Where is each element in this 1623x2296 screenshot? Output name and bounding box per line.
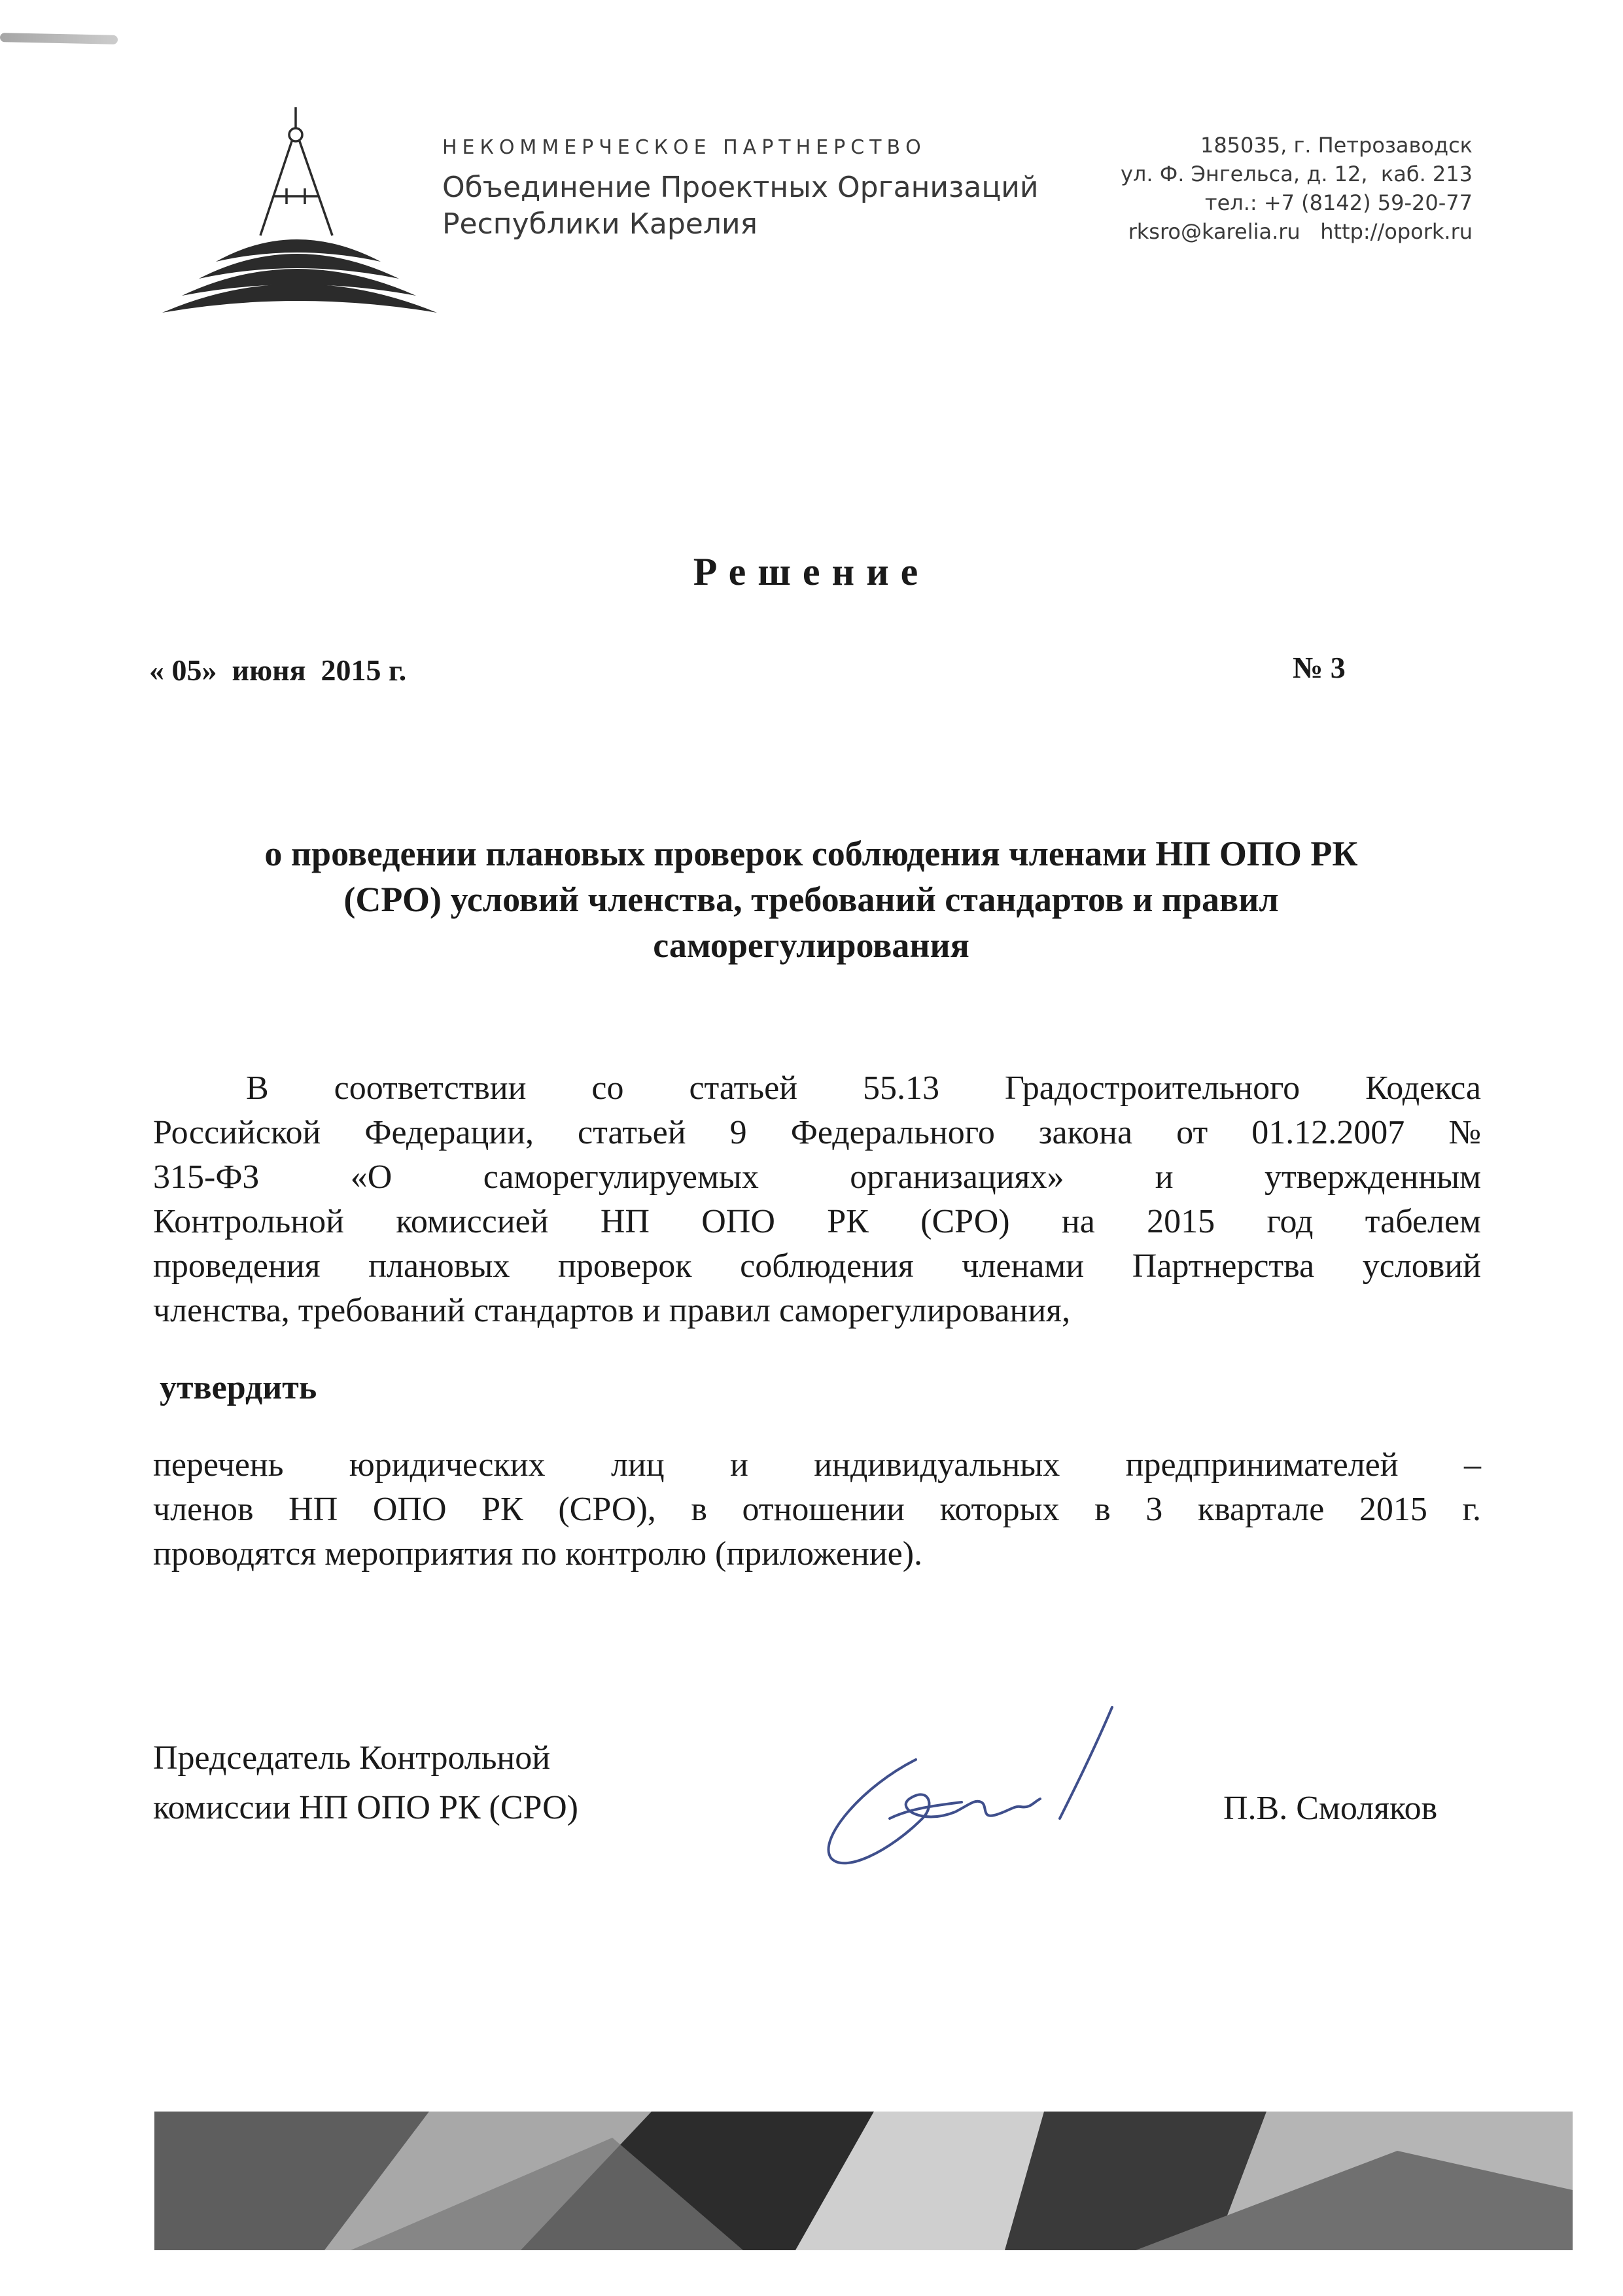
paragraph-line: Контрольной комиссией НП ОПО РК (СРО) на 2015 год табелем — [153, 1203, 1481, 1240]
handwritten-signature — [805, 1688, 1132, 1884]
paragraph-line: членов НП ОПО РК (СРО), в отношении которых в 3 квартале 2015 г. — [153, 1491, 1481, 1528]
signatory-position — [153, 1733, 578, 1833]
subject-line: саморегулирования — [653, 926, 969, 965]
organization-name-line2: Республики Карелия — [442, 207, 758, 241]
approve-heading: утвердить — [160, 1369, 317, 1406]
scan-artifact — [0, 33, 118, 44]
address-line2: ул. Ф. Энгельса, д. 12, каб. 213 — [1120, 162, 1473, 186]
subject-line: о проведении плановых проверок соблюдения членами НП ОПО РК — [264, 834, 1358, 873]
organization-type: НЕКОММЕРЧЕСКОЕ ПАРТНЕРСТВО — [442, 136, 926, 159]
subject-line: (СРО) условий членства, требований стандартов и правил — [343, 880, 1279, 919]
email-website-line: rksro@karelia.ru http://opork.ru — [1128, 219, 1473, 244]
paragraph-line: В соответствии со статьей 55.13 Градостроительного Кодекса — [246, 1070, 1481, 1107]
paragraph-line: членства, требований стандартов и правил саморегулирования, — [153, 1292, 1071, 1329]
paragraph-line: Российской Федерации, статьей 9 Федерального закона от 01.12.2007 № — [153, 1114, 1481, 1151]
paragraph-line: проводятся мероприятия по контролю (приложение). — [153, 1535, 923, 1573]
signatory-name: П.В. Смоляков — [1223, 1790, 1438, 1827]
document-number: № 3 — [1293, 651, 1346, 684]
organization-name-block — [442, 136, 1038, 243]
organization-name-line1: Объединение Проектных Организаций — [442, 171, 1039, 204]
position-line: Председатель Контрольной — [153, 1739, 551, 1777]
document-date: « 05» июня 2015 г. — [149, 653, 407, 687]
document-subject — [157, 831, 1465, 968]
phone-line: тел.: +7 (8142) 59-20-77 — [1204, 190, 1473, 215]
decision-paragraph — [153, 1443, 1481, 1576]
paragraph-line: перечень юридических лиц и индивидуальных предпринимателей – — [153, 1446, 1481, 1484]
paragraph-line: 315-ФЗ «О саморегулируемых организациях» и утвержденным — [153, 1158, 1481, 1196]
organization-logo — [156, 105, 444, 321]
contact-block — [1121, 131, 1473, 246]
paragraph-line: проведения плановых проверок соблюдения членами Партнерства условий — [153, 1247, 1481, 1285]
position-line: комиссии НП ОПО РК (СРО) — [153, 1789, 578, 1826]
document-title: Решение — [693, 550, 930, 593]
footer-decoration — [154, 2112, 1573, 2250]
preamble-paragraph — [153, 1066, 1481, 1333]
address-line1: 185035, г. Петрозаводск — [1200, 133, 1473, 158]
